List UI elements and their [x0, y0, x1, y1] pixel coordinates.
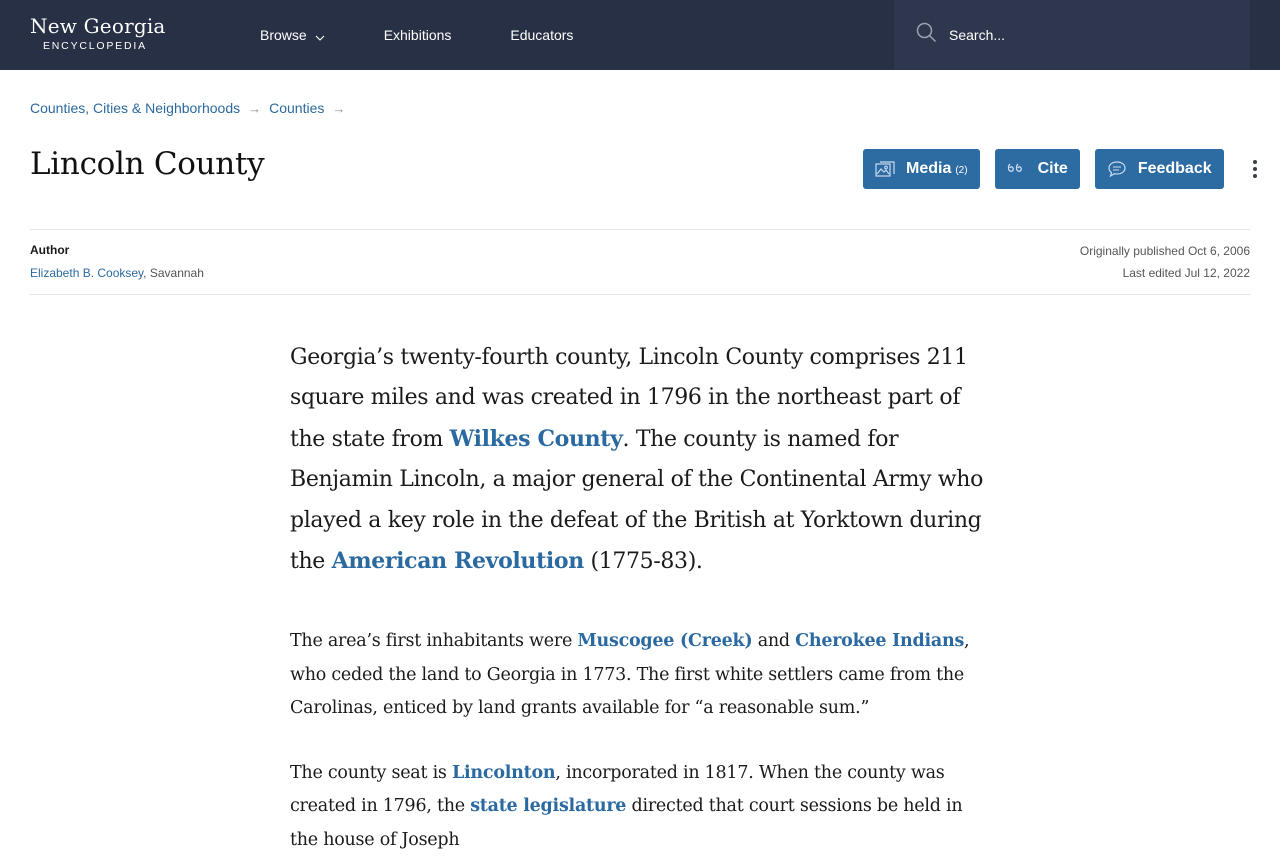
- search-bar: [894, 0, 1250, 70]
- body-paragraph: The county seat is Lincolnton, incorporated in 1817. When the county was created in 1796, the state legislature directed that court sessions be held in the house of Joseph: [290, 762, 963, 850]
- nav-educators[interactable]: [510, 27, 573, 43]
- author-link[interactable]: Elizabeth B. Cooksey: [30, 266, 144, 280]
- media-button-label: Media: [906, 160, 952, 177]
- quote-icon: [1007, 160, 1027, 178]
- media-count: (2): [955, 164, 968, 176]
- divider: [30, 294, 1250, 295]
- site-logo[interactable]: [30, 13, 166, 52]
- body-paragraph: The area’s first inhabitants were Muscogee (Creek) and Cherokee Indians, who ceded the land to Georgia in 1773. The first white settlers came from the Carolinas, enticed by land grants available for “a reasonable sum.”: [290, 631, 970, 719]
- link-american-revolution[interactable]: American Revolution: [331, 548, 584, 575]
- main-nav: [260, 0, 632, 70]
- feedback-button[interactable]: [1095, 149, 1224, 189]
- page-title: Lincoln County: [30, 146, 265, 182]
- breadcrumb: [30, 100, 353, 116]
- nav-browse[interactable]: [260, 27, 325, 43]
- media-button[interactable]: [863, 149, 980, 189]
- published-date: Originally published Oct 6, 2006: [1079, 244, 1250, 258]
- logo-title: New Georgia: [30, 14, 166, 38]
- divider: [30, 229, 1250, 230]
- chat-bubble-icon: [1107, 160, 1127, 178]
- link-wilkes-county[interactable]: Wilkes County: [449, 425, 623, 452]
- image-gallery-icon: [875, 160, 895, 178]
- nav-exhibitions[interactable]: [384, 27, 452, 43]
- author-info: [30, 266, 204, 280]
- nav-browse-label: Browse: [260, 27, 307, 43]
- edited-date: Last edited Jul 12, 2022: [1122, 266, 1250, 280]
- arrow-right-icon: →: [248, 100, 262, 116]
- chevron-down-icon: [315, 30, 325, 40]
- author-location: , Savannah: [143, 266, 204, 280]
- site-header: [0, 0, 1280, 70]
- search-input[interactable]: [949, 27, 1229, 43]
- article-body: [290, 338, 990, 857]
- lead-paragraph: Georgia’s twenty-fourth county, Lincoln County comprises 211 square miles and was created in 1796 in the northeast part of the state from Wilkes County. The county is named for Benjamin Lincoln, a major general of the Continental Army who played a key role in the defeat of the British at Yorktown during the American Revolution (1775-83).: [290, 345, 983, 575]
- more-options-icon[interactable]: [1249, 149, 1261, 189]
- cite-button[interactable]: [995, 149, 1080, 189]
- nav-educators-label: Educators: [510, 27, 574, 43]
- article-actions: [863, 149, 1261, 189]
- author-label: Author: [30, 243, 70, 257]
- link-state-legislature[interactable]: state legislature: [470, 796, 627, 817]
- arrow-right-icon: →: [332, 100, 346, 116]
- link-cherokee-indians[interactable]: Cherokee Indians: [795, 631, 965, 652]
- breadcrumb-link-counties-cities[interactable]: Counties, Cities & Neighborhoods: [30, 100, 241, 116]
- cite-button-label: Cite: [1037, 160, 1068, 177]
- nav-exhibitions-label: Exhibitions: [383, 27, 452, 43]
- logo-subtitle: ENCYCLOPEDIA: [43, 40, 147, 52]
- search-icon[interactable]: [916, 22, 937, 48]
- link-lincolnton[interactable]: Lincolnton: [451, 762, 556, 783]
- link-muscogee-creek[interactable]: Muscogee (Creek): [577, 631, 753, 652]
- feedback-button-label: Feedback: [1137, 160, 1212, 177]
- breadcrumb-link-counties[interactable]: Counties: [269, 100, 325, 116]
